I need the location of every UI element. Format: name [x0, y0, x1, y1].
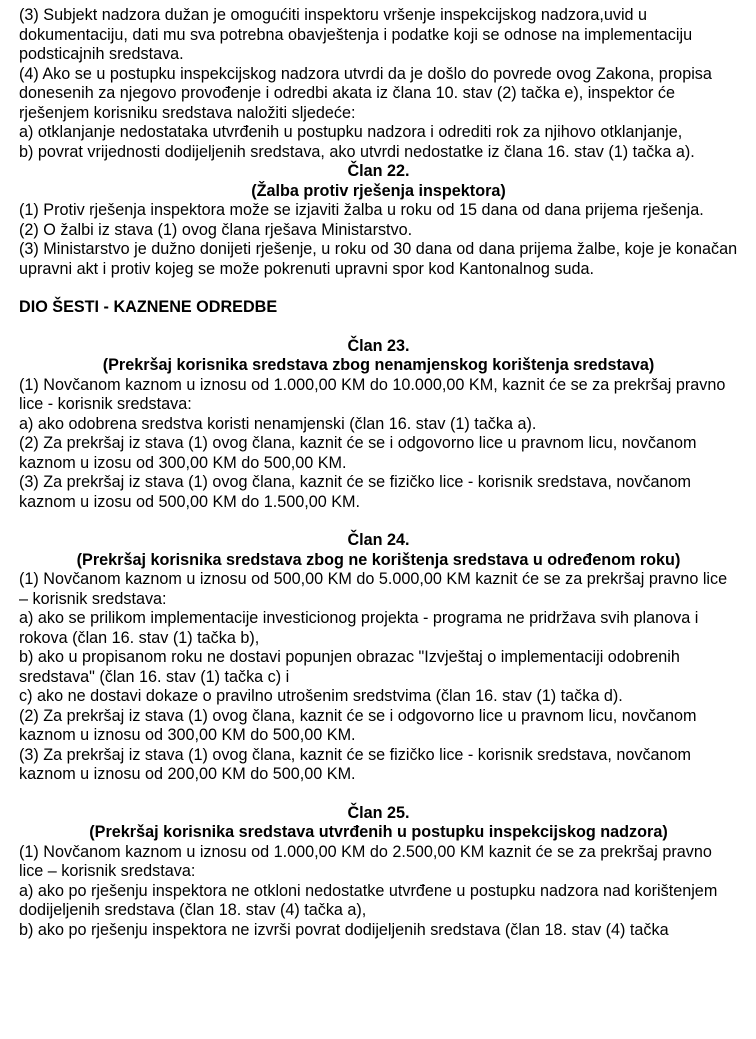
spacer — [19, 512, 738, 531]
clan22-paragraph-3: (3) Ministarstvo je dužno donijeti rješenje, u roku od 30 dana od dana prijema žalbe, koje je konačan upravni akt i protiv kojeg se može pokrenuti upravni spor kod Kantonalnog suda. — [19, 240, 738, 278]
clan25-item-a: a) ako po rješenju inspektora ne otkloni nedostatke utvrđene u postupku nadzora nad korištenjem dodijeljenih sredstava (član 18. stav (4) tačka a), — [19, 881, 718, 919]
clan24-title: (Prekršaj korisnika sredstava zbog ne korištenja sredstava u određenom roku) — [76, 550, 681, 569]
intro-item-a: a) otklanjanje nedostataka utvrđenih u postupku nadzora i odrediti rok za njihovo otklanjanje, — [19, 123, 683, 141]
clan23-paragraph-1: (1) Novčanom kaznom u iznosu od 1.000,00 KM do 10.000,00 KM, kaznit će se za prekršaj pravno lice - korisnik sredstava: — [19, 375, 726, 413]
clan23-paragraph-2: (2) Za prekršaj iz stava (1) ovog člana, kaznit će se i odgovorno lice u pravnom licu, novčanom kaznom u izosu od 300,00 KM do 500,00 KM. — [19, 434, 697, 472]
clan24-item-a: a) ako se prilikom implementacije investicionog projekta - programa ne pridržava svih planova i rokova (član 16. stav (1) tačka b), — [19, 609, 699, 647]
spacer — [19, 279, 738, 298]
spacer — [19, 785, 738, 804]
clan24-number: Član 24. — [347, 531, 410, 549]
clan22-paragraph-2: (2) O žalbi iz stava (1) ovog člana rješava Ministarstvo. — [19, 220, 413, 239]
clan22-number: Član 22. — [347, 162, 410, 180]
part-six-title: DIO ŠESTI - KAZNENE ODREDBE — [19, 298, 278, 316]
intro-item-b: b) povrat vrijednosti dodijeljenih sredstava, ako utvrdi nedostatke iz člana 16. stav (1) tačka a). — [19, 142, 695, 161]
clan23-paragraph-3: (3) Za prekršaj iz stava (1) ovog člana, kaznit će se fizičko lice - korisnik sredstava, novčanom kaznom u izosu od 500,00 KM do 1.500,00 KM. — [19, 473, 692, 511]
clan25-item-b: b) ako po rješenju inspektora ne izvrši povrat dodijeljenih sredstava (član 18. stav (4) tačka — [19, 920, 669, 939]
clan23-title: (Prekršaj korisnika sredstava zbog nenamjenskog korištenja sredstava) — [102, 356, 655, 374]
clan25-title: (Prekršaj korisnika sredstava utvrđenih u postupku inspekcijskog nadzora) — [89, 823, 668, 841]
spacer — [19, 318, 738, 337]
intro-paragraph-3: (3) Subjekt nadzora dužan je omogućiti inspektoru vršenje inspekcijskog nadzora,uvid u dokumentaciju, dati mu sva potrebna obavještenja i podatke koji se odnose na implementaciju podsticajnih sredstava. — [19, 6, 693, 63]
clan22-paragraph-1: (1) Protiv rješenja inspektora može se izjaviti žalba u roku od 15 dana od dana prijema rješenja. — [19, 201, 704, 219]
clan23-item-a: a) ako odobrena sredstva koristi nenamjenski (član 16. stav (1) tačka a). — [19, 414, 537, 433]
clan25-paragraph-1: (1) Novčanom kaznom u iznosu od 1.000,00 KM do 2.500,00 KM kaznit će se za prekršaj pravno lice – korisnik sredstava: — [19, 842, 712, 880]
clan23-number: Član 23. — [347, 336, 410, 355]
clan24-paragraph-3: (3) Za prekršaj iz stava (1) ovog člana, kaznit će se fizičko lice - korisnik sredstava, novčanom kaznom u iznosu od 200,00 KM do 500,00 KM. — [19, 745, 692, 783]
clan24-paragraph-1: (1) Novčanom kaznom u iznosu od 500,00 KM do 5.000,00 KM kaznit će se za prekršaj pravno lice – korisnik sredstava: — [19, 570, 728, 608]
intro-paragraph-4: (4) Ako se u postupku inspekcijskog nadzora utvrdi da je došlo do povrede ovog Zakona, propisa donesenih za njegovo provođenje i odredbi akata iz člana 10. stav (2) tačka e), inspektor će rješenjem korisniku sredstava naložiti sljedeće: — [19, 64, 712, 122]
clan24-paragraph-2: (2) Za prekršaj iz stava (1) ovog člana, kaznit će se i odgovorno lice u pravnom licu, novčanom kaznom u iznosu od 300,00 KM do 500,00 KM. — [19, 706, 697, 744]
clan25-number: Član 25. — [347, 803, 410, 822]
clan24-item-c: c) ako ne dostavi dokaze o pravilno utrošenim sredstvima (član 16. stav (1) tačka d). — [19, 687, 623, 705]
clan22-title: (Žalba protiv rješenja inspektora) — [251, 181, 506, 200]
clan24-item-b: b) ako u propisanom roku ne dostavi popunjen obrazac "Izvještaj o implementaciji odobrenih sredstava" (član 16. stav (1) tačka c) i — [19, 648, 680, 686]
